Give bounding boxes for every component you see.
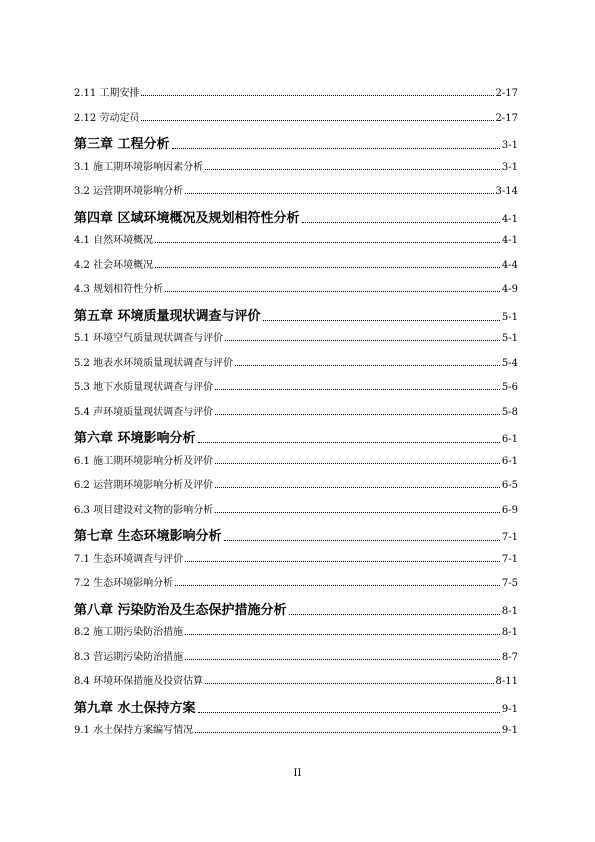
page-number: II [293, 768, 302, 779]
toc-page-number: 2-17 [495, 88, 518, 99]
toc-chapter-row[interactable] [74, 427, 518, 446]
toc-chapter-row[interactable] [74, 305, 518, 324]
toc-section-row[interactable] [74, 452, 518, 467]
toc-page-number: 4-9 [501, 284, 518, 295]
toc-page-number: 5-4 [501, 357, 518, 369]
toc-leader-dots [175, 585, 500, 586]
toc-page-number: 2-17 [495, 112, 518, 124]
toc-leader-dots [224, 540, 500, 541]
toc-title: 第五章 环境质量现状调查与评价 [74, 308, 261, 324]
toc-section-row[interactable] [74, 109, 518, 124]
toc-page-number: 5-1 [501, 311, 518, 323]
toc-leader-dots [215, 389, 500, 390]
toc-page-number: 5-8 [501, 406, 518, 418]
toc-section-row[interactable] [74, 378, 518, 393]
toc-leader-dots [235, 365, 500, 366]
toc-page-number: 7-5 [501, 578, 518, 589]
toc-page-number: 8-7 [501, 651, 518, 663]
toc-leader-dots [198, 442, 500, 443]
toc-section-row[interactable] [74, 329, 518, 344]
toc-chapter-row[interactable] [74, 697, 518, 716]
toc-leader-dots [225, 340, 500, 341]
toc-section-row[interactable] [74, 550, 518, 565]
toc-section-row[interactable] [74, 476, 518, 491]
toc-leader-dots [263, 320, 500, 321]
toc-page-number: 5-6 [501, 382, 518, 393]
toc-leader-dots [165, 291, 500, 292]
toc-leader-dots [185, 634, 500, 635]
toc-leader-dots [155, 242, 500, 243]
toc-title: 7.2 生态环境影响分析 [74, 578, 174, 589]
toc-page-number: 4-1 [501, 235, 518, 246]
toc-title: 6.1 施工期环境影响分析及评价 [74, 455, 214, 467]
toc-title: 8.3 营运期污染防治措施 [74, 651, 184, 663]
toc-title: 9.1 水土保持方案编写情况 [74, 725, 194, 736]
toc-page-number: 3-1 [501, 161, 518, 173]
table-of-contents [74, 0, 518, 842]
toc-title: 3.1 施工期环境影响因素分析 [74, 161, 204, 173]
toc-section-row[interactable] [74, 280, 518, 295]
toc-chapter-row[interactable] [74, 525, 518, 544]
toc-section-row[interactable] [74, 182, 518, 197]
toc-page-number: 6-9 [501, 504, 518, 516]
toc-page-number: 5-1 [501, 333, 518, 344]
toc-page-number: 8-11 [495, 676, 518, 687]
toc-leader-dots [185, 561, 500, 562]
toc-leader-dots [198, 712, 500, 713]
toc-leader-dots [155, 267, 500, 268]
toc-section-row[interactable] [74, 403, 518, 418]
toc-title: 8.2 施工期污染防治措施 [74, 627, 184, 638]
toc-title: 6.3 项目建设对文物的影响分析 [74, 504, 214, 516]
toc-page-number: 6-5 [501, 480, 518, 491]
toc-page-number: 6-1 [501, 455, 518, 467]
toc-leader-dots [205, 169, 500, 170]
toc-title: 4.1 自然环境概况 [74, 235, 154, 246]
toc-page-number: 4-4 [501, 259, 518, 271]
toc-title: 5.1 环境空气质量现状调查与评价 [74, 333, 224, 344]
toc-page-number: 9-1 [501, 725, 518, 736]
toc-chapter-row[interactable] [74, 207, 518, 226]
toc-title: 5.3 地下水质量现状调查与评价 [74, 382, 214, 393]
toc-section-row[interactable] [74, 84, 518, 99]
toc-leader-dots [141, 120, 493, 121]
toc-title: 第七章 生态环境影响分析 [74, 529, 222, 544]
toc-title: 2.12 劳动定员 [74, 112, 140, 124]
toc-page-number: 4-1 [501, 213, 518, 225]
toc-leader-dots [215, 487, 500, 488]
toc-title: 第九章 水土保持方案 [74, 700, 196, 716]
toc-page-number: 8-1 [501, 627, 518, 638]
toc-title: 第六章 环境影响分析 [74, 431, 196, 446]
toc-section-row[interactable] [74, 623, 518, 638]
toc-section-row[interactable] [74, 648, 518, 663]
toc-page-number: 3-14 [495, 186, 518, 197]
toc-leader-dots [185, 193, 493, 194]
toc-section-row[interactable] [74, 574, 518, 589]
toc-section-row[interactable] [74, 672, 518, 687]
toc-section-row[interactable] [74, 501, 518, 516]
toc-section-row[interactable] [74, 354, 518, 369]
toc-leader-dots [195, 732, 500, 733]
toc-section-row[interactable] [74, 231, 518, 246]
toc-title: 第四章 区域环境概况及规划相符性分析 [74, 210, 300, 226]
toc-page-number: 9-1 [501, 703, 518, 715]
toc-leader-dots [141, 95, 493, 96]
toc-title: 2.11 工期安排 [74, 88, 140, 99]
toc-title: 8.4 环境环保措施及投资估算 [74, 676, 204, 687]
toc-title: 3.2 运营期环境影响分析 [74, 186, 184, 197]
toc-title: 7.1 生态环境调查与评价 [74, 553, 184, 565]
toc-chapter-row[interactable] [74, 133, 518, 152]
toc-section-row[interactable] [74, 721, 518, 736]
toc-title: 第三章 工程分析 [74, 137, 170, 152]
toc-page-number: 7-1 [501, 553, 518, 565]
toc-section-row[interactable] [74, 256, 518, 271]
toc-section-row[interactable] [74, 158, 518, 173]
toc-leader-dots [289, 614, 500, 615]
toc-leader-dots [185, 659, 500, 660]
toc-title: 6.2 运营期环境影响分析及评价 [74, 480, 214, 491]
toc-title: 4.3 规划相符性分析 [74, 284, 164, 295]
toc-page-number: 7-1 [501, 532, 518, 543]
toc-leader-dots [215, 463, 500, 464]
toc-page-number: 6-1 [501, 434, 518, 445]
toc-chapter-row[interactable] [74, 599, 518, 618]
toc-page-number: 3-1 [501, 140, 518, 151]
toc-page-number: 8-1 [501, 605, 518, 617]
toc-title: 5.2 地表水环境质量现状调查与评价 [74, 357, 234, 369]
toc-title: 5.4 声环境质量现状调查与评价 [74, 406, 214, 418]
toc-title: 4.2 社会环境概况 [74, 259, 154, 271]
toc-leader-dots [172, 148, 500, 149]
toc-title: 第八章 污染防治及生态保护措施分析 [74, 602, 287, 618]
toc-leader-dots [302, 222, 500, 223]
toc-leader-dots [215, 512, 500, 513]
toc-leader-dots [215, 414, 500, 415]
toc-leader-dots [205, 683, 493, 684]
